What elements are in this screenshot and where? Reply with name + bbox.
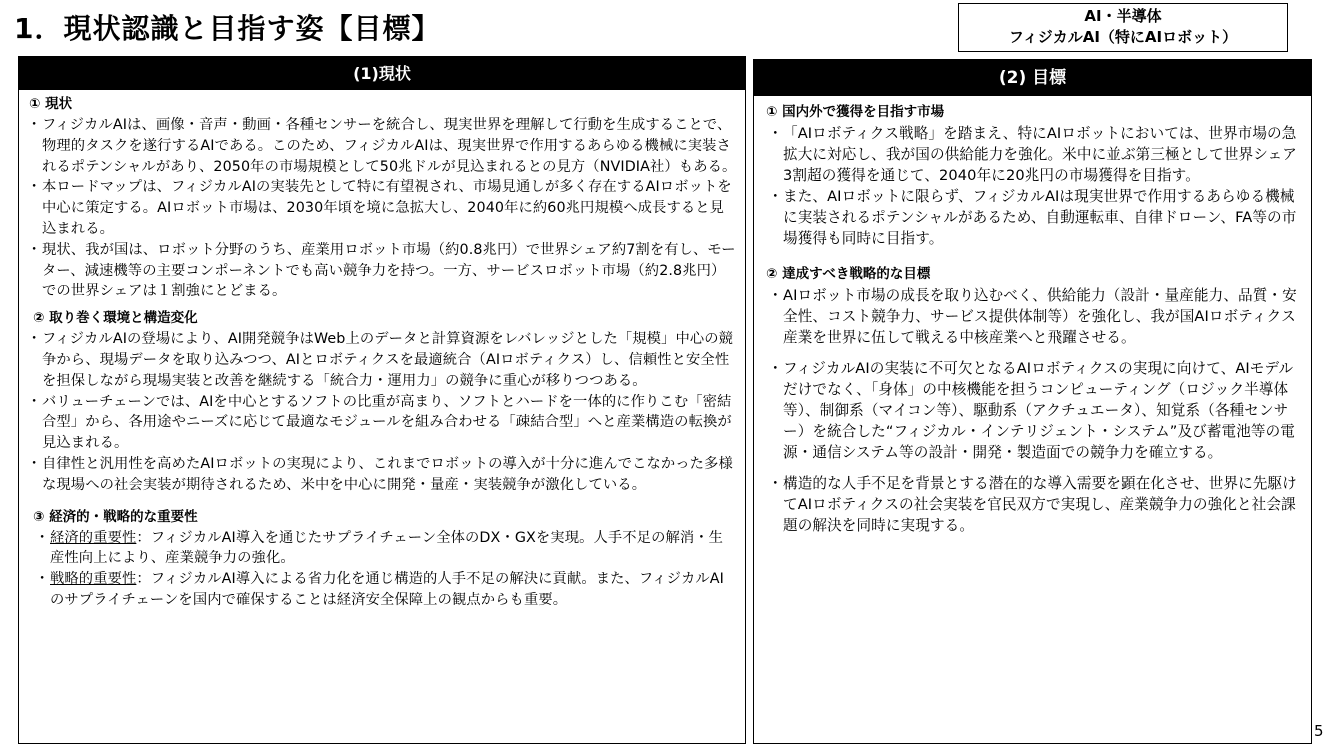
importance-label: 経済的重要性 <box>50 529 137 546</box>
section-title-current: ① 現状 <box>29 96 73 112</box>
bullet-item: ・ 現状、我が国は、ロボット分野のうち、産業用ロボット市場（約0.8兆円）で世界シェア約7割を有し、モーター、減速機等の主要コンポーネントでも高い競争力を持つ。一方、サービスロボット市場（約2.8兆円）での世界シェアは１割強にとどまる。 <box>27 241 736 300</box>
section-title-environment: ② 取り巻く環境と構造変化 <box>33 310 198 327</box>
current-status-body <box>19 90 745 611</box>
category-box <box>958 3 1288 52</box>
bullet-item: ・ 自律性と汎用性を高めたAIロボットの実現により、これまでロボットの導入が十分に進んでこなかった多様な現場への社会実装が期待されるため、米中を中心に開発・量産・実装競争が激化している。 <box>27 455 733 493</box>
bullet-item: ・ 本ロードマップは、フィジカルAIの実装先として特に有望視され、市場見通しが多く存在するAIロボットを中心に策定する。AIロボット市場は、2030年頃を境に急拡大し、2040年に約60兆円規模へ成長すると見込まれる。 <box>27 179 732 237</box>
section-title-importance: ③ 経済的・戦略的な重要性 <box>33 508 198 525</box>
current-status-header: (1)現状 <box>19 57 745 90</box>
bullet-item: ・ フィジカルAIは、画像・音声・動画・各種センサーを統合し、現実世界を理解して行動を生成することで、物理的タスクを遂行するAIである。このため、フィジカルAIは、現実世界で作用するあらゆる機械に実装されるポテンシャルがあり、2050年の市場規模として50兆ドルが見込まれるとの見方（NVIDIA社）もある。 <box>27 117 737 175</box>
section-title-target-markets: ① 国内外で獲得を目指す市場 <box>766 104 945 120</box>
bullet-item: ・ 「AIロボティクス戦略」を踏まえ、特にAIロボットにおいては、世界市場の急拡大に対応し、我が国の供給能力を強化。米中に並ぶ第三極として世界シェア3割超の獲得を通じて、2040年に20兆円の市場獲得を目指す。 <box>768 125 1297 184</box>
goals-header: (2) 目標 <box>754 60 1311 96</box>
bullet-item: ・ 構造的な人手不足を背景とする潜在的な導入需要を顕在化させ、世界に先駆けてAIロボティクスの社会実装を官民双方で実現し、産業競争力の強化と社会課題の解決を同時に実現する。 <box>768 475 1297 534</box>
goals-panel <box>753 59 1312 744</box>
bullet-item: ・ バリューチェーンでは、AIを中心とするソフトの比重が高まり、ソフトとハードを一体的に作りこむ「密結合型」から、各用途やニーズに応じて最適なモジュールを組み合わせる「疎結合型」へと産業構造の転換が見込まれる。 <box>27 393 732 452</box>
page-title: 1．現状認識と目指す姿【目標】 <box>14 12 441 45</box>
bullet-item: ・ AIロボット市場の成長を取り込むべく、供給能力（設計・量産能力、品質・安全性、コスト競争力、サービス提供体制等）を強化し、我が国AIロボティクス産業を世界に伍して戦える中核産業へと飛躍させる。 <box>768 287 1297 346</box>
bullet-item: ・ また、AIロボットに限らず、フィジカルAIは現実世界で作用するあらゆる機械に実装されるポテンシャルがあるため、自動運転車、自律ドローン、FA等の市場獲得も同時に目指す。 <box>768 188 1297 247</box>
importance-label: 戦略的重要性 <box>50 571 137 588</box>
category-line-2: フィジカルAI（特にAIロボット） <box>1008 28 1238 46</box>
goals-body <box>754 96 1311 536</box>
page-number: 5 <box>1314 722 1324 740</box>
section-title-strategic-goals: ② 達成すべき戦略的な目標 <box>766 266 931 282</box>
bullet-item: ・ フィジカルAIの実装に不可欠となるAIロボティクスの実現に向けて、AIモデルだけでなく、「身体」の中核機能を担うコンピューティング（ロジック半導体等）、制御系（マイコン等）、駆動系（アクチュエータ）、知覚系（各種センサー）を統合した“フィジカル・インテリジェント・システム”及び蓄電池等の電源・通信システム等の設計・開発・製造面での競争力を確立する。 <box>768 360 1295 461</box>
bullet-item: ・ フィジカルAIの登場により、AI開発競争はWeb上のデータと計算資源をレバレッジとした「規模」中心の競争から、現場データを取り込みつつ、AIとロボティクスを最適統合（AIロボティクス）し、信頼性と安全性を担保しながら現場実装と改善を継続する「統合力・運用力」の競争に重心が移りつつある。 <box>27 331 734 389</box>
category-line-1: AI・半導体 <box>1084 7 1162 25</box>
bullet-item: ・ 戦略的重要性：フィジカルAI導入による省力化を通じ構造的人手不足の解決に貢献。また、フィジカルAIのサプライチェーンを国内で確保することは経済安全保障上の観点からも重要。 <box>35 571 724 608</box>
current-status-panel <box>18 56 746 744</box>
bullet-item: ・ 経済的重要性：フィジカルAI導入を通じたサプライチェーン全体のDX・GXを実現。人手不足の解消・生産性向上により、産業競争力の強化。 <box>35 529 724 567</box>
